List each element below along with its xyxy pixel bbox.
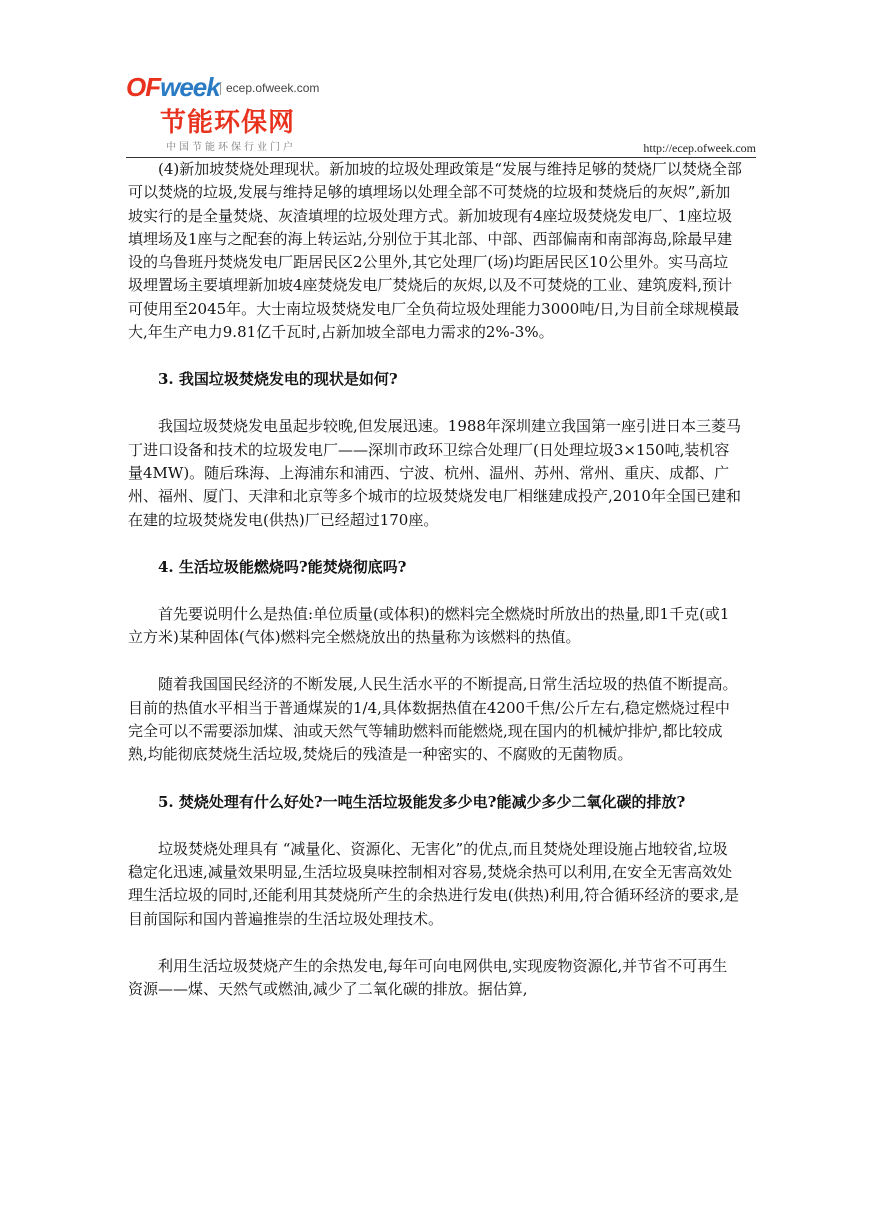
logo-word-week: week — [160, 72, 220, 102]
paragraph-heat-rising: 随着我国国民经济的不断发展,人民生活水平的不断提高,日常生活垃圾的热值不断提高。目前的热值水平相当于普通煤炭的1/4,具体数据热值在4200千焦/公斤左右,稳定燃烧过程中完全可以不需要添加煤、油或天然气等辅助燃料而能燃烧,现在国内的机械炉排炉,都比较成熟,均能彻底焚烧生活垃圾,焚烧后的残渣是一种密实的、不腐败的无菌物质。 — [128, 675, 738, 764]
heading-section-3: 3. 我国垃圾焚烧发电的现状是如何? — [158, 370, 398, 389]
heading-section-5: 5. 焚烧处理有什么好处?一吨生活垃圾能发多少电?能减少多少二氧化碳的排放? — [158, 792, 686, 811]
site-header — [126, 66, 756, 158]
heading-section-4: 4. 生活垃圾能燃烧吗?能焚烧彻底吗? — [158, 557, 407, 576]
paragraph-benefits: 垃圾焚烧处理具有 “减量化、资源化、无害化”的优点,而且焚烧处理设施占地较省,垃圾稳定化迅速,减量效果明显,生活垃圾臭味控制相对容易,焚烧余热可以利用,在安全无害高效处理生活垃圾的同时,还能利用其焚烧所产生的余热进行发电(供热)利用,符合循环经济的要求,是目前国际和国内普遍推崇的生活垃圾处理技术。 — [128, 839, 740, 928]
logo-letter-f: F — [145, 72, 161, 102]
paragraph-china-status: 我国垃圾焚烧发电虽起步较晚,但发展迅速。1988年深圳建立我国第一座引进日本三菱马丁进口设备和技术的垃圾发电厂——深圳市政环卫综合处理厂(日处理垃圾3×150吨,装机容量4MW)。随后珠海、上海浦东和浦西、宁波、杭州、温州、苏州、常州、重庆、成都、广州、福州、厦门、天津和北京等多个城市的垃圾焚烧发电厂相继建成投产,2010年全国已建和在建的垃圾焚烧发电(供热)厂已经超过170座。 — [128, 417, 741, 529]
paragraph-singapore: (4)新加坡焚烧处理现状。新加坡的垃圾处理政策是“发展与维持足够的焚烧厂以焚烧全部可以焚烧的垃圾,发展与维持足够的填埋场以处理全部不可焚烧的垃圾和焚烧后的灰烬”,新加坡实行的是全量焚烧、灰渣填埋的垃圾处理方式。新加坡现有4座垃圾焚烧发电厂、1座垃圾填埋场及1座与之配套的海上转运站,分别位于其北部、中部、西部偏南和南部海岛,除最早建设的乌鲁班丹焚烧发电厂距居民区2公里外,其它处理厂(场)均距居民区10公里外。实马高垃圾埋置场主要填埋新加坡4座焚烧发电厂焚烧后的灰烬,以及不可焚烧的工业、建筑废料,预计可使用至2045年。大士南垃圾焚烧发电厂全负荷垃圾处理能力3000吨/日,为目前全球规模最大,年生产电力9.81亿千瓦时,占新加坡全部电力需求的2%-3%。 — [128, 160, 742, 342]
logo-letter-o: O — [126, 72, 146, 102]
paragraph-heat-value: 首先要说明什么是热值:单位质量(或体积)的燃料完全燃烧时所放出的热量,即1千克(或1立方米)某种固体(气体)燃料完全燃烧放出的热量称为该燃料的热值。 — [128, 604, 730, 647]
logo-tagline: 中国节能环保行业门户 — [166, 142, 296, 153]
ofweek-logo[interactable] — [126, 72, 220, 103]
header-url[interactable]: http://ecep.ofweek.com — [643, 141, 756, 155]
article-body — [128, 158, 742, 1001]
logo-site-domain: ecep.ofweek.com — [220, 82, 319, 95]
paragraph-waste-heat: 利用生活垃圾焚烧产生的余热发电,每年可向电网供电,实现废物资源化,并节省不可再生资源——煤、天然气或燃油,减少了二氧化碳的排放。据估算, — [128, 956, 728, 999]
logo-chinese-name: 节能环保网 — [160, 108, 296, 138]
